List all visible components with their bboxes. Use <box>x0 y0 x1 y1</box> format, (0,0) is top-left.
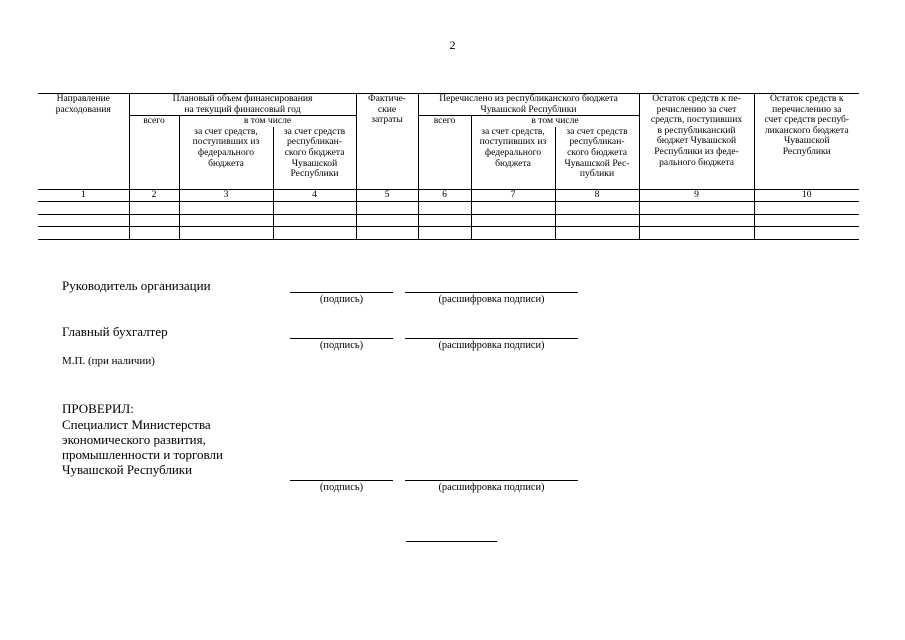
table-row <box>38 202 859 215</box>
column-numbers-row <box>38 190 859 202</box>
column-number: 3 <box>179 190 273 202</box>
column-number: 2 <box>129 190 179 202</box>
checked-title: ПРОВЕРИЛ: <box>62 401 134 416</box>
signature-caption: (подпись) <box>319 482 364 493</box>
accountant-signature-line <box>290 338 393 339</box>
table-row <box>38 227 859 240</box>
header-planned-federal: за счет средств, поступивших из федерального бюджета <box>179 127 273 190</box>
checked-decode-line <box>405 480 578 481</box>
header-transferred: Перечислено из республиканского бюджета Чувашской Республики <box>418 94 639 116</box>
column-number: 5 <box>356 190 418 202</box>
end-separator-line <box>406 541 497 542</box>
column-number: 4 <box>273 190 356 202</box>
column-number: 6 <box>418 190 471 202</box>
header-actual: Фактиче- ские затраты <box>356 94 418 190</box>
column-number: 8 <box>555 190 639 202</box>
signature-caption: (подпись) <box>319 340 364 351</box>
header-remaining-republic: Остаток средств к перечислению за счет средств респуб- ликанского бюджета Чувашской Республики <box>754 94 859 190</box>
header-remaining-federal: Остаток средств к пе- речислению за счет средств, поступивших в республиканский бюджет Чувашской Республики из феде- рального бюджета <box>639 94 754 190</box>
signature-caption: (подпись) <box>319 294 364 305</box>
header-transferred-republic: за счет средств республикан- ского бюджета Чувашской Рес- публики <box>555 127 639 190</box>
decode-caption: (расшифровка подписи) <box>438 294 545 305</box>
decode-caption: (расшифровка подписи) <box>438 482 545 493</box>
head-signature-line <box>290 292 393 293</box>
column-number: 7 <box>471 190 555 202</box>
page-number: 2 <box>449 38 456 52</box>
header-planned: Плановый объем финансирования на текущий финансовый год <box>129 94 356 116</box>
financing-report-table <box>38 93 859 240</box>
table-row <box>38 214 859 227</box>
head-of-org-label: Руководитель организации <box>62 278 211 293</box>
accountant-decode-line <box>405 338 578 339</box>
header-transferred-including: в том числе <box>471 116 639 127</box>
checked-signature-line <box>290 480 393 481</box>
decode-caption: (расшифровка подписи) <box>438 340 545 351</box>
header-planned-total: всего <box>129 116 179 190</box>
header-planned-republic: за счет средств республикан- ского бюджета Чувашской Республики <box>273 127 356 190</box>
header-transferred-total: всего <box>418 116 471 190</box>
header-direction: Направление расходования <box>38 94 129 190</box>
head-decode-line <box>405 292 578 293</box>
column-number: 9 <box>639 190 754 202</box>
column-number: 1 <box>38 190 129 202</box>
checked-specialist: Специалист Министерства экономического развития, промышленности и торговли Чувашской Республики <box>62 417 223 477</box>
stamp-label: М.П. (при наличии) <box>62 355 155 367</box>
header-planned-including: в том числе <box>179 116 356 127</box>
column-number: 10 <box>754 190 859 202</box>
header-transferred-federal: за счет средств, поступивших из федерального бюджета <box>471 127 555 190</box>
chief-accountant-label: Главный бухгалтер <box>62 324 168 339</box>
